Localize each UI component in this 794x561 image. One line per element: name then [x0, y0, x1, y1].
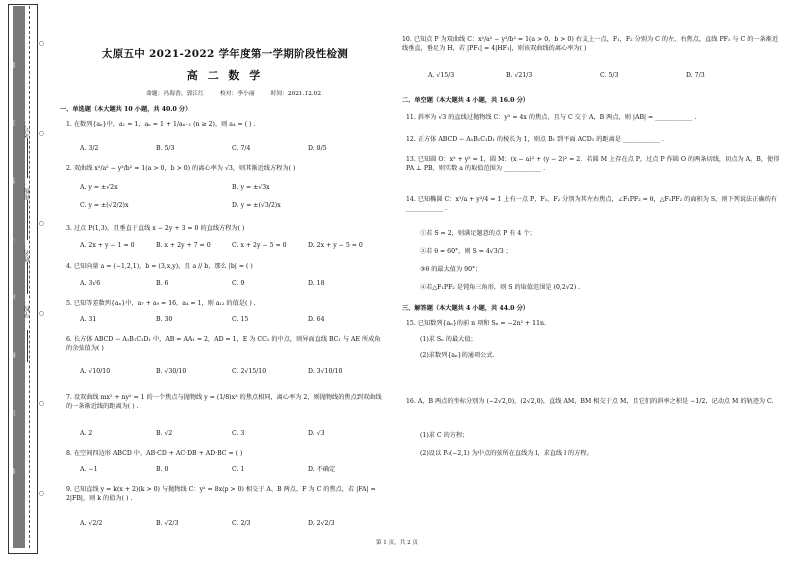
question-stem: 已知椭圆 C：x²/a + y²/4 = 1 上有一点 P，F₁，F₂ 分别为其左右焦点，∠F₁PF₂ = θ，△F₁PF₂ 的面积为 S，则下列说法正确的有 ____________ . [406, 196, 777, 212]
question-7 [66, 394, 384, 411]
section-heading: 二、单空题（本大题共 4 小题，共 16.0 分） [402, 97, 529, 104]
question-13 [406, 156, 786, 173]
question-stem: 设双曲线 mx² + ny² = 1 的一个焦点与抛物线 y = (1/8)x² 的焦点相同，离心率为 2，则抛物线的焦点到双曲线的一条渐近线的距离为( ) . [66, 394, 382, 410]
question-stem: 已知向量 a = (−1,2,1)，b = (3,x,y)，且 a // b，那么 |b| = ( ) [73, 263, 253, 270]
question-stem: 正方体 ABCD − A₁B₁C₁D₁ 的棱长为 1，则点 B₁ 到平面 ACD₁ 的距离是 ____________ . [417, 136, 664, 143]
exam-subtitle: 高 二 数 学 [186, 69, 264, 82]
line-word-7: 订 [10, 410, 17, 416]
binding-gray-bar [13, 6, 25, 548]
question-stem: 在空间四边形 ABCD 中，AB·CD + AC·DB + AD·BC = ( ) [73, 450, 243, 457]
option-b: B. √30/10 [156, 368, 187, 375]
option-d: D. 18 [308, 280, 325, 287]
question-stem: 斜率为 √3 的直线过抛物线 C：y² = 4x 的焦点，且与 C 交于 A，B 两点，则 |AB| = ____________ . [417, 114, 697, 121]
circle-mark: ○ [38, 490, 45, 497]
option-a: A. 2x + y − 1 = 0 [80, 242, 135, 249]
question-11 [406, 114, 786, 123]
question-number: 2. [66, 165, 72, 172]
question-stem: 双曲线 x²/a² − y²/b² = 1(a > 0，b > 0) 的离心率为 √3，则其渐近线方程为( ) [73, 165, 296, 172]
line-word-3: 要 [10, 178, 17, 184]
question-14 [406, 196, 786, 213]
question-stem: 已知点 P 为双曲线 C：x²/a² − y²/b² = 1(a > 0，b > 0) 右支上一点，F₁，F₂ 分别为 C 的左、右焦点，直线 PF₁ 与 C 的一条渐近线垂直，垂足为 H，若 |PF₁| = 4|HF₁|，则该双曲线的离心率为( ) [402, 36, 779, 52]
question-number: 11. [406, 114, 416, 121]
section-heading: 一、单选题（本大题共 10 小题，共 40.0 分） [60, 106, 192, 113]
q14-item-4: ④若△F₁PF₂ 是钝角三角形，则 S 的取值范围是 (0,2√2) . [420, 284, 581, 291]
line-word-4: 不 [10, 236, 17, 242]
question-number: 15. [406, 320, 416, 327]
option-b: B. y = ±√3x [232, 184, 270, 191]
option-b: B. x + 2y + 7 = 0 [156, 242, 211, 249]
q14-item-1: ①若 S = 2，则满足题意的点 P 有 4 个； [420, 230, 536, 237]
option-b: B. √2/3 [156, 520, 179, 527]
exam-no-label: 考号： [24, 120, 31, 138]
name-label: 姓名： [24, 244, 31, 262]
q16-part-2: (2)设以 P₀(−2,1) 为中点的弦所在直线为 l，求直线 l 的方程。 [420, 450, 593, 457]
q16-part-1: (1)求 C 的方程； [420, 432, 469, 439]
option-d: D. 3√10/10 [308, 368, 343, 375]
q15-part-2: (2)求数列{aₙ}的通项公式. [420, 352, 495, 359]
question-stem: 在数列{aₙ}中，a₁ = 1，aₙ = 1 + 1/aₙ₋₁ (n ≥ 2)，则 a₄ = ( ) . [73, 121, 256, 128]
option-a: A. y = ±√2x [80, 184, 118, 191]
option-d: D. √3 [308, 430, 325, 437]
exam-time: 时间：2021.12.02 [270, 91, 322, 97]
question-16 [406, 398, 786, 407]
question-stem: 长方体 ABCD − A₁B₁C₁D₁ 中，AB = AA₁ = 2，AD = 1，E 为 CC₁ 的中点，则异面直线 BC₁ 与 AE 所成角的余弦值为( ) [66, 336, 381, 352]
option-c: C. 2/3 [232, 520, 251, 527]
exam-no-line [27, 138, 28, 178]
option-a: A. 3/2 [80, 145, 99, 152]
option-c: C. 7/4 [232, 145, 251, 152]
option-a: A. 3√6 [80, 280, 101, 287]
circle-mark: ○ [38, 310, 45, 317]
class-line [27, 200, 28, 240]
option-a: A. 2 [80, 430, 93, 437]
option-a: A. 31 [80, 316, 97, 323]
circle-mark: ○ [38, 40, 45, 47]
question-number: 7. [66, 394, 72, 401]
option-d: D. 2x + y − 5 = 0 [308, 242, 363, 249]
question-15 [406, 320, 786, 329]
question-12 [406, 136, 786, 145]
class-label: 班级： [24, 182, 31, 200]
circle-mark: ○ [38, 220, 45, 227]
option-c: C. y = ±(√2/2)x [80, 202, 129, 209]
question-number: 4. [66, 263, 72, 270]
option-c: C. 9 [232, 280, 245, 287]
question-stem: 已知数列{aₙ}的前 n 项和 Sₙ = −2n² + 11n. [417, 320, 547, 327]
section-heading: 三、解答题（本大题共 4 小题，共 44.0 分） [402, 305, 529, 312]
question-stem: A，B 两点的坐标分别为 (−2√2,0)，(2√2,0)，直线 AM，BM 相交于点 M，且它们的斜率之积是 −1/2，记动点 M 的轨迹为 C. [417, 398, 774, 405]
option-d: D. y = ±(√3/2)x [232, 202, 281, 209]
option-c: C. 15 [232, 316, 249, 323]
option-d: D. 2√2/3 [308, 520, 335, 527]
question-stem: 已知圆 O：x² + y² = 1，圆 M：(x − a)² + (y − 2)² = 2．若圆 M 上存在点 P，过点 P 作圆 O 的两条切线，切点为 A，B，使得 PA ⊥ PB，则实数 a 的取值范围为 ____________ . [406, 156, 780, 172]
page-footer: 第 1 页，共 2 页 [375, 540, 419, 546]
question-number: 9. [66, 486, 72, 493]
line-word-6: 线 [10, 352, 17, 358]
option-b: B. 30 [156, 316, 173, 323]
option-d: D. 7/3 [686, 72, 705, 79]
q14-item-3: ③θ 的最大值为 90°； [420, 266, 482, 273]
school-label: 学校： [24, 300, 31, 318]
question-1 [66, 121, 386, 130]
option-a: A. −1 [80, 466, 98, 473]
question-number: 6. [66, 336, 72, 343]
q15-part-1: (1)求 Sₙ 的最大值； [420, 336, 477, 343]
option-b: B. 0 [156, 466, 169, 473]
line-word-8: 装 [10, 468, 17, 474]
question-5 [66, 300, 386, 309]
option-c: C. 5/3 [600, 72, 619, 79]
question-8 [66, 450, 386, 459]
question-number: 13. [406, 156, 416, 163]
reviewer: 校对：李小丽 [219, 91, 255, 97]
option-b: B. √21/3 [506, 72, 533, 79]
authors: 命题：冯海香、郭江红 [146, 91, 204, 97]
option-d: D. 64 [308, 316, 325, 323]
question-stem: 已知等差数列{aₙ}中，a₇ + a₉ = 16，a₄ = 1，则 a₁₂ 的值是( ) . [73, 300, 256, 307]
question-number: 5. [66, 300, 72, 307]
option-c: C. 1 [232, 466, 245, 473]
question-number: 16. [406, 398, 416, 405]
question-number: 14. [406, 196, 416, 203]
question-6 [66, 336, 384, 353]
question-10 [402, 36, 782, 53]
q14-item-2: ②若 θ = 60°，则 S = 4√3/3 ； [420, 248, 512, 255]
circle-mark: ○ [38, 400, 45, 407]
name-line [27, 262, 28, 294]
option-d: D. 8/5 [308, 145, 327, 152]
option-c: C. 3 [232, 430, 245, 437]
exam-meta [146, 90, 335, 98]
line-word-5: 内 [10, 294, 17, 300]
option-a: A. √10/10 [80, 368, 111, 375]
question-2 [66, 165, 386, 174]
exam-title: 太原五中 2021-2022 学年度第一学期阶段性检测 [101, 48, 349, 60]
option-b: B. 5/3 [156, 145, 175, 152]
option-b: B. 6 [156, 280, 169, 287]
option-c: C. x + 2y − 5 = 0 [232, 242, 287, 249]
option-a: A. √2/2 [80, 520, 103, 527]
question-number: 12. [406, 136, 416, 143]
question-stem: 过点 P(1,3)，且垂直于直线 x − 2y + 3 = 0 的直线方程为( ) [73, 225, 245, 232]
question-number: 3. [66, 225, 72, 232]
option-d: D. 不确定 [308, 466, 336, 473]
school-line [27, 330, 28, 362]
option-a: A. √15/3 [428, 72, 455, 79]
question-3 [66, 225, 386, 234]
line-word-2: 答 [10, 120, 17, 126]
question-stem: 已知直线 y = k(x + 2)(k > 0) 与抛物线 C：y² = 8x(p > 0) 相交于 A、B 两点，F 为 C 的焦点，若 |FA| = 2|FB|，则 k 的值为( ) . [66, 486, 376, 502]
option-b: B. √2 [156, 430, 173, 437]
question-number: 10. [402, 36, 412, 43]
line-word-1: 题 [10, 62, 17, 68]
question-number: 8. [66, 450, 72, 457]
binding-dashed-line [29, 6, 30, 548]
question-number: 1. [66, 121, 72, 128]
question-4 [66, 263, 386, 272]
circle-mark: ○ [38, 130, 45, 137]
option-c: C. 2√15/10 [232, 368, 267, 375]
question-9 [66, 486, 384, 503]
